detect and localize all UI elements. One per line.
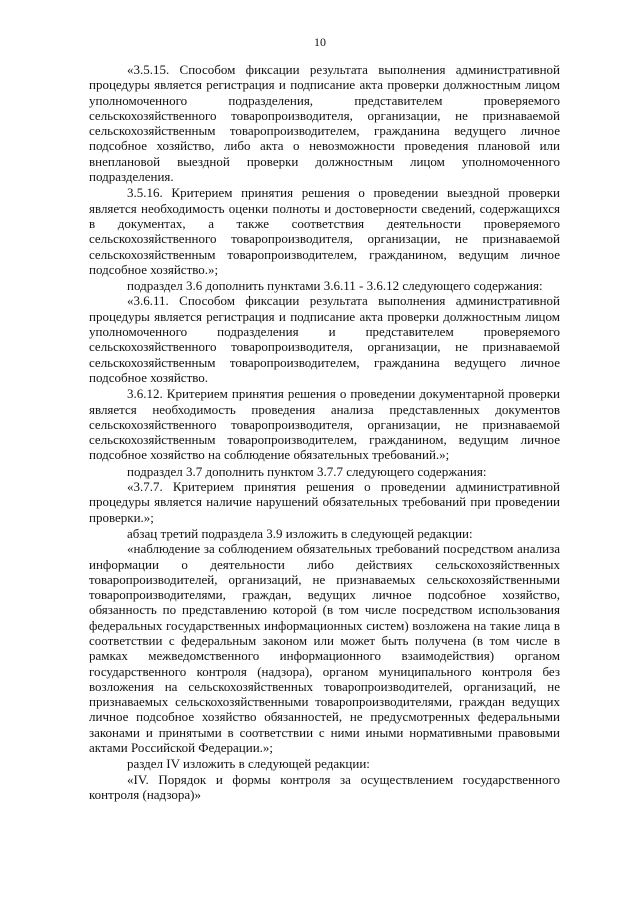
paragraph-3-6-12: 3.6.12. Критерием принятия решения о проведении документарной проверки является необходимость проведения анализа представленных документов сельскохозяйственного товаропроизводителя, организации, не признаваемой сельскохозяйственным товаропроизводителем, гражданином, ведущим личное подсобное хозяйство на соблюдение обязательных требований.»; xyxy=(89,386,560,463)
paragraph-amend-section-iv: раздел IV изложить в следующей редакции: xyxy=(127,756,370,772)
paragraph-3-5-15: «3.5.15. Способом фиксации результата выполнения административной процедуры является регистрация и подписание акта проверки должностным лицом уполномоченного подразделения, представителем проверяемого сельскохозяйственного товаропроизводителя, организации, не признаваемой сельскохозяйственным товаропроизводителем, гражданина ведущего личное подсобное хозяйство, либо акта о невозможности проведения плановой или внеплановой выездной проверки должностным лицом уполномоченного подразделения. xyxy=(89,62,560,185)
paragraph-3-9-text: «наблюдение за соблюдением обязательных требований посредством анализа информации о деятельности либо действиях сельскохозяйственных товаропроизводителей, организаций, не признаваемых сельскохозяйственными товаропроизводителями, граждан, ведущих личное подсобное хозяйство, обязанность по представлению которой (в том числе посредством использования федеральных государственных информационных систем) возложена на такие лица в соответствии с федеральным законом или может быть получена (в том числе в рамках межведомственного информационного взаимодействия) органом государственного контроля (надзора), органом муниципального контроля без возложения на сельскохозяйственных товаропроизводителей, организаций, не признаваемых сельскохозяйственными товаропроизводителями, граждан ведущих личное подсобное хозяйство обязанностей, не предусмотренных федеральными законами и принятыми в соответствии с ними иными нормативными правовыми актами Российской Федерации.»; xyxy=(89,541,560,756)
paragraph-section-iv-title: «IV. Порядок и формы контроля за осуществлением государственного контроля (надзора)» xyxy=(89,771,560,802)
document-body xyxy=(89,62,560,802)
page-number: 10 xyxy=(314,35,326,49)
paragraph-3-5-16: 3.5.16. Критерием принятия решения о проведении выездной проверки является необходимость оценки полноты и достоверности сведений, содержащихся в документах, а также соответствия деятельности проверяемого сельскохозяйственного товаропроизводителя, организации, не признаваемой сельскохозяйственным товаропроизводителем, гражданином, ведущим личное подсобное хозяйство.»; xyxy=(89,185,560,277)
paragraph-amend-3-6: подраздел 3.6 дополнить пунктами 3.6.11 - 3.6.12 следующего содержания: xyxy=(127,278,543,294)
paragraph-3-7-7: «3.7.7. Критерием принятия решения о проведении административной процедуры является наличие нарушений обязательных требований при проведении проверки.»; xyxy=(89,479,560,525)
paragraph-amend-3-7: подраздел 3.7 дополнить пунктом 3.7.7 следующего содержания: xyxy=(127,463,487,479)
paragraph-3-6-11: «3.6.11. Способом фиксации результата выполнения административной процедуры является регистрация и подписание акта проверки должностным лицом уполномоченного подразделения и представителем проверяемого сельскохозяйственного товаропроизводителя, организации, не признаваемой сельскохозяйственным товаропроизводителем, гражданина ведущего личное подсобное хозяйство. xyxy=(89,293,560,385)
paragraph-amend-3-9: абзац третий подраздела 3.9 изложить в следующей редакции: xyxy=(127,525,473,541)
